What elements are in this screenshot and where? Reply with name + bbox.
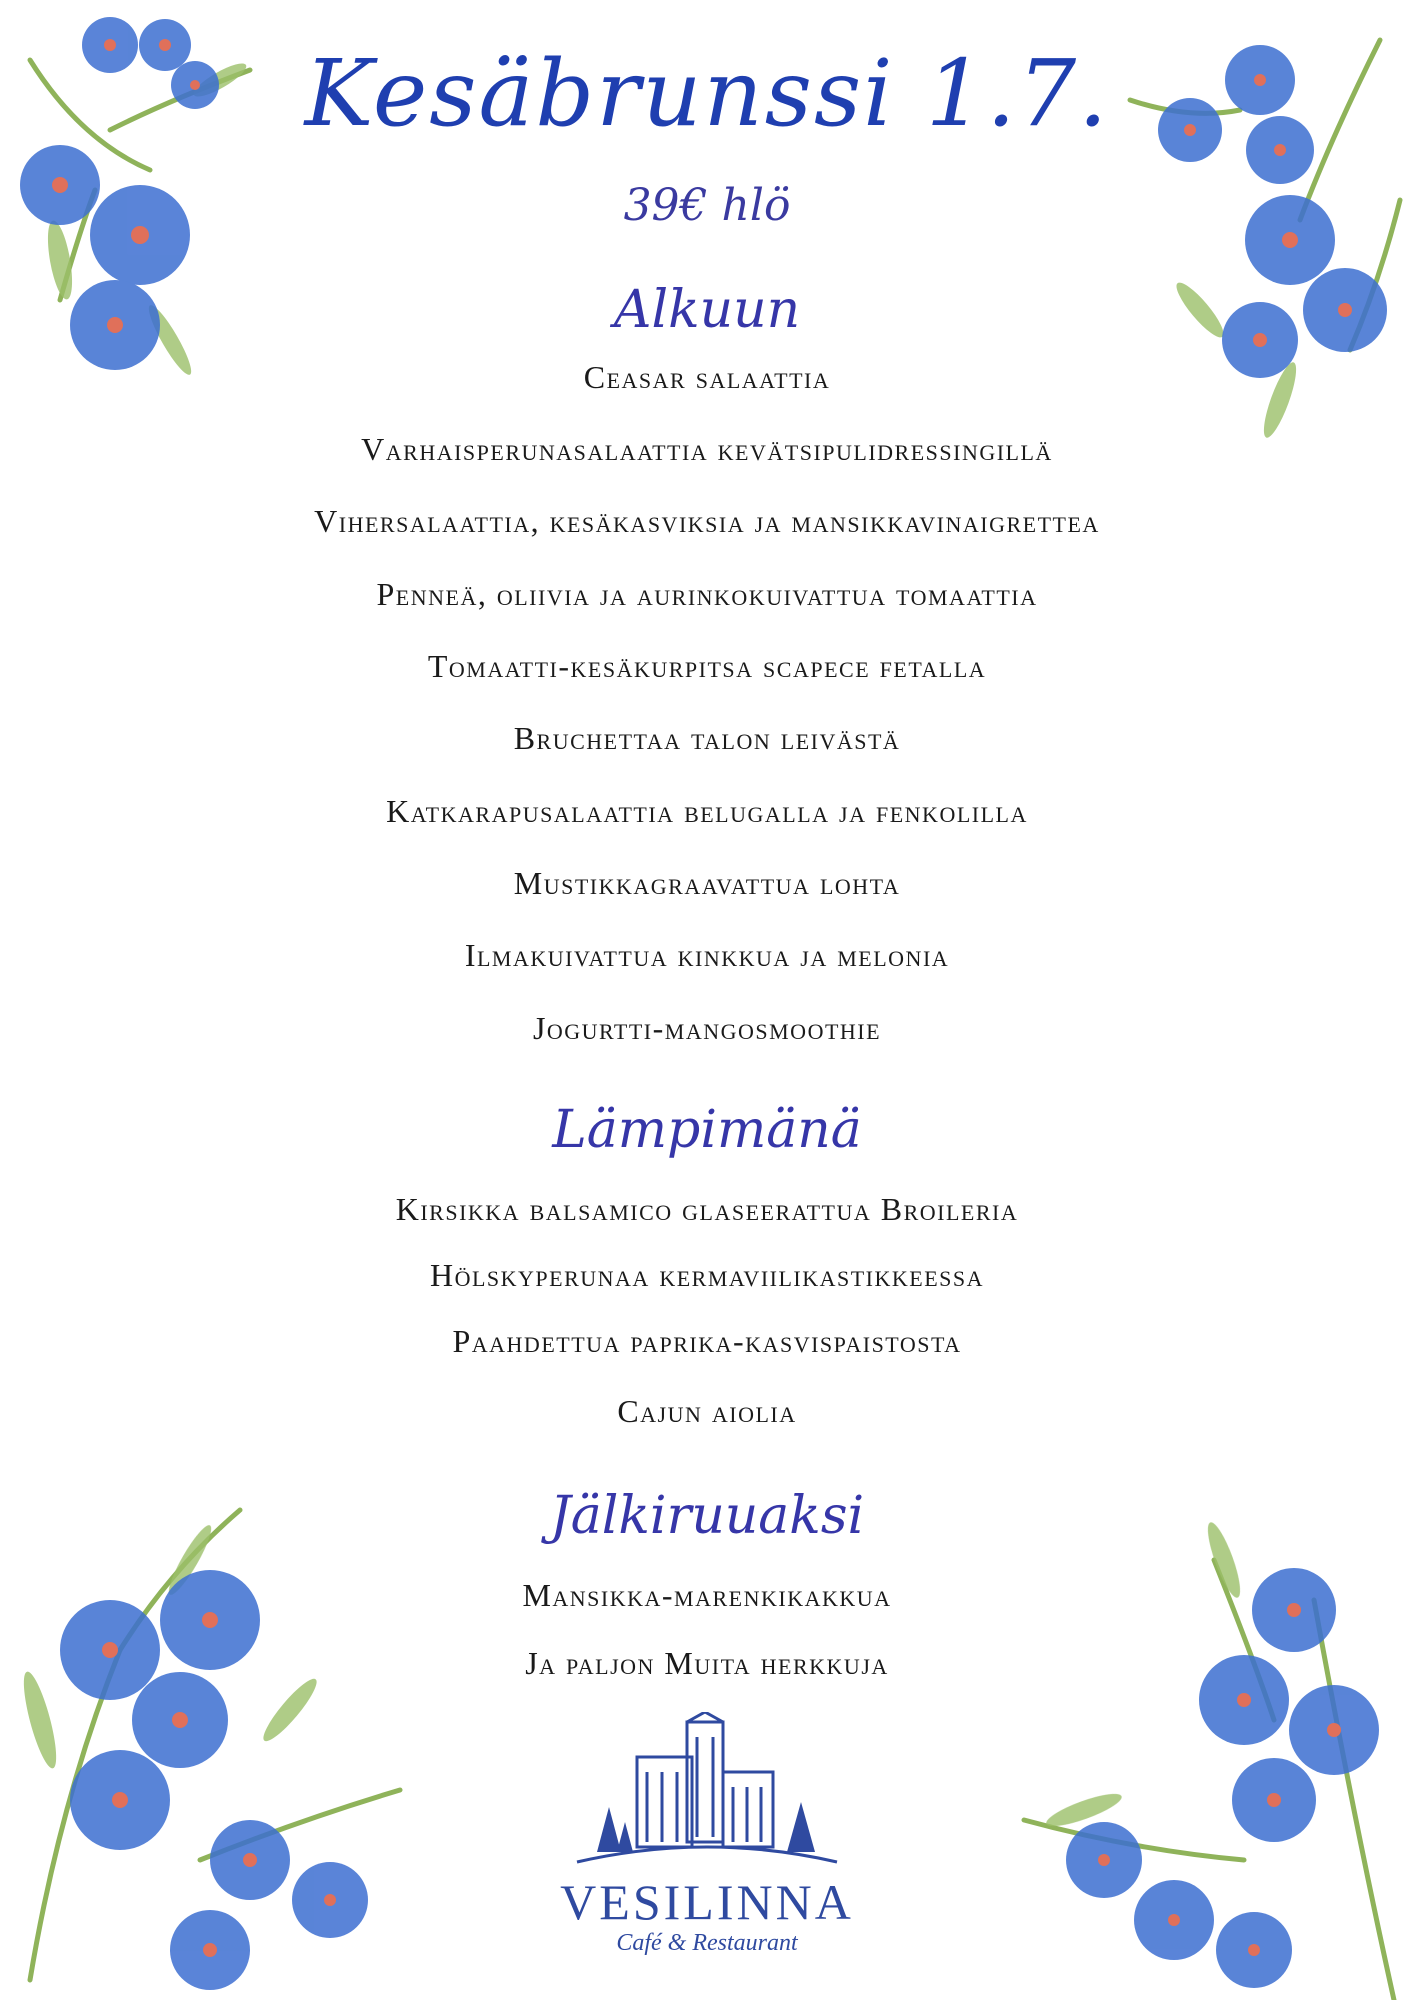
logo-name: VESILINNA bbox=[560, 1874, 854, 1930]
menu-item: Vihersalaattia, kesäkasviksia ja mansikkavinaigrettea bbox=[314, 503, 1100, 539]
section-title-jalkiruuaksi: Jälkiruuaksi bbox=[549, 1486, 865, 1546]
menu-price: 39€ hlö bbox=[623, 180, 791, 231]
menu-item: Jogurtti-mangosmoothie bbox=[532, 1010, 882, 1046]
menu-title: Kesäbrunssi 1.7. bbox=[304, 40, 1110, 147]
menu-item: Mustikkagraavattua lohta bbox=[513, 865, 901, 901]
menu-item: Penneä, oliivia ja aurinkokuivattua tomaattia bbox=[376, 576, 1038, 612]
logo-subtitle: Café & Restaurant bbox=[616, 1930, 798, 1956]
building-logo-icon bbox=[557, 1712, 857, 1872]
menu-item: Hölskyperunaa kermaviilikastikkeessa bbox=[429, 1257, 985, 1293]
menu-item: Ilmakuivattua kinkkua ja melonia bbox=[464, 937, 950, 973]
section-title-alkuun: Alkuun bbox=[613, 280, 801, 340]
menu-item: Tomaatti-kesäkurpitsa scapece fetalla bbox=[427, 648, 987, 684]
menu-item: Kirsikka balsamico glaseerattua Broileria bbox=[395, 1191, 1019, 1227]
menu-item: Paahdettua paprika-kasvispaistosta bbox=[452, 1323, 962, 1359]
menu-item: Varhaisperunasalaattia kevätsipulidressingillä bbox=[361, 431, 1053, 467]
section-title-lampimana: Lämpimänä bbox=[552, 1100, 862, 1160]
menu-item: Bruchettaa talon leivästä bbox=[513, 720, 901, 756]
menu-item: Ceasar salaattia bbox=[583, 359, 831, 395]
menu-item: Ja paljon Muita herkkuja bbox=[525, 1645, 889, 1681]
menu-item: Mansikka-marenkikakkua bbox=[522, 1577, 892, 1613]
menu-item: Cajun aiolia bbox=[617, 1393, 797, 1429]
menu-item: Katkarapusalaattia belugalla ja fenkolilla bbox=[386, 793, 1028, 829]
